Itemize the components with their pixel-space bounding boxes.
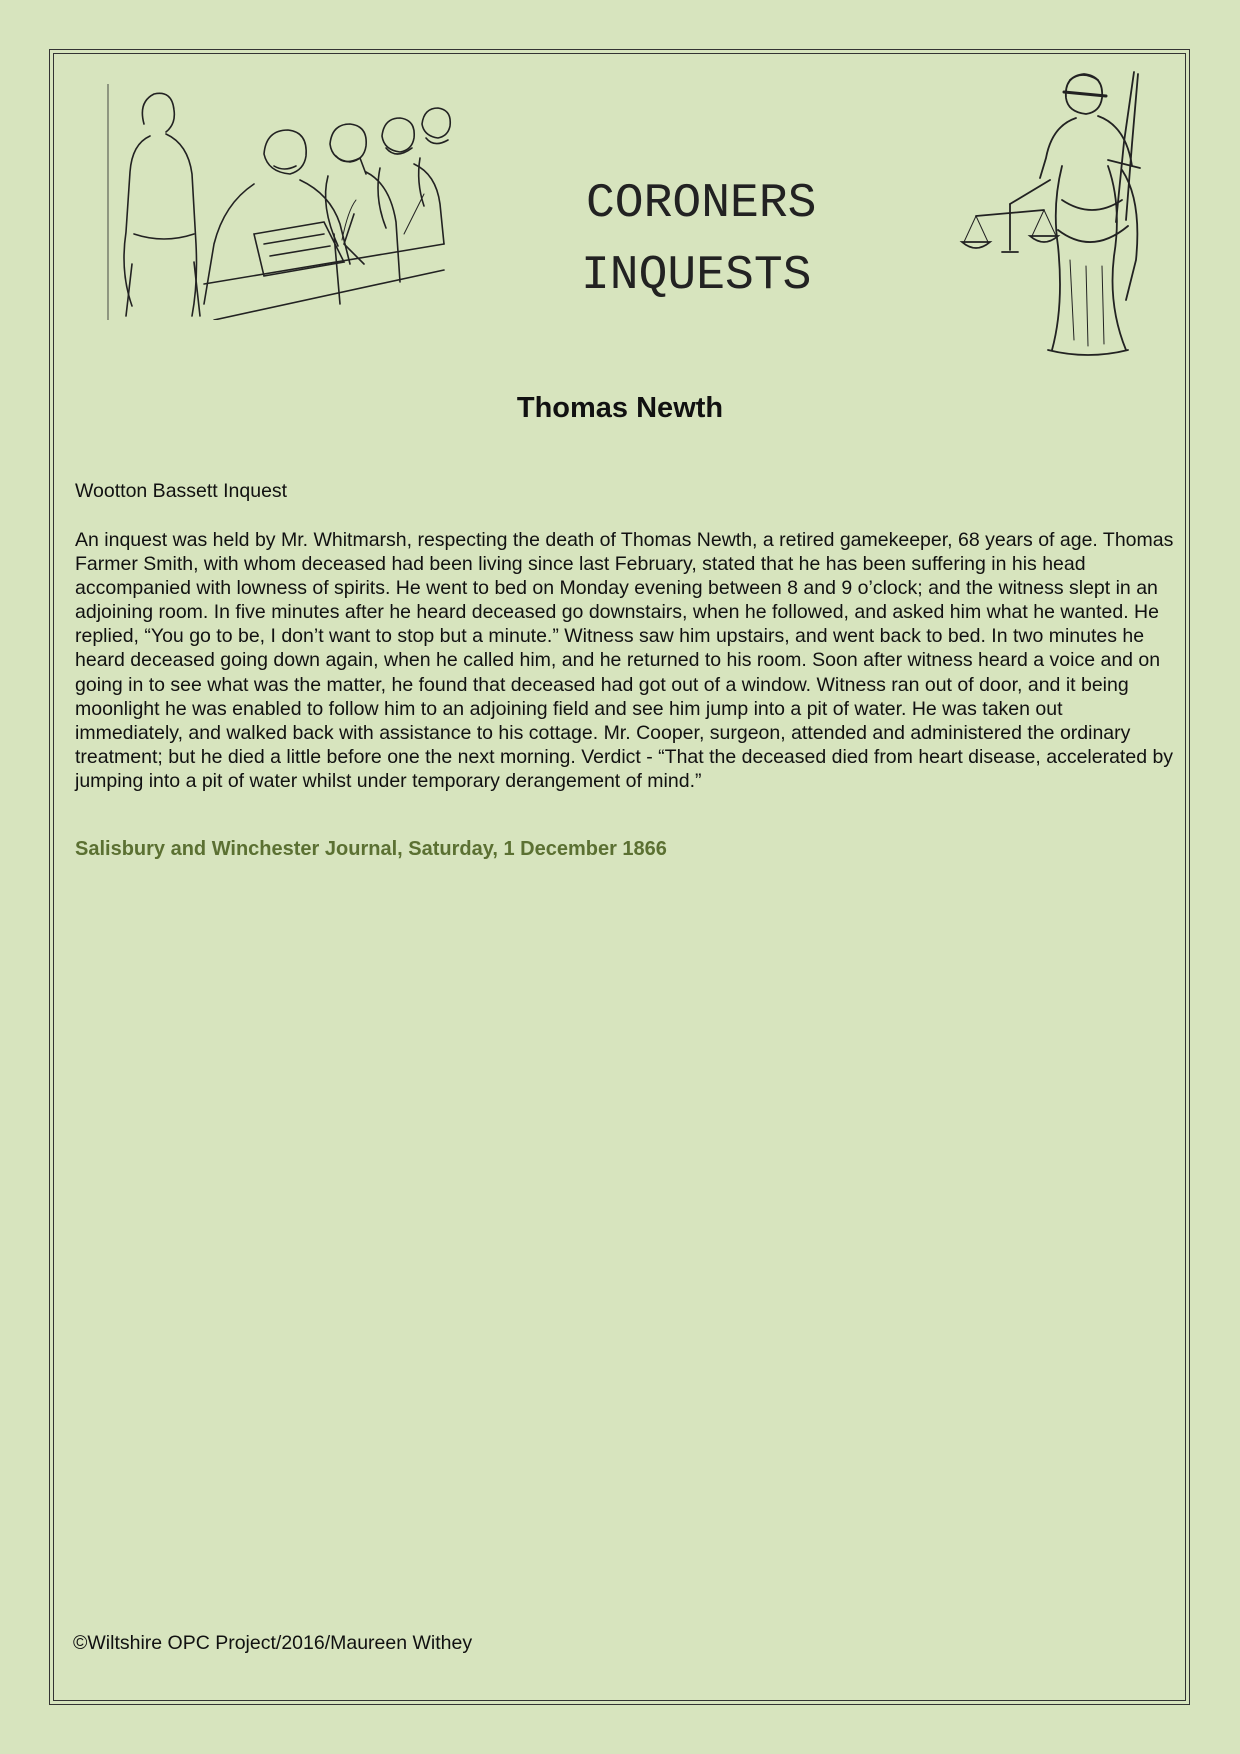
- document-body: An inquest was held by Mr. Whitmarsh, respecting the death of Thomas Newth, a retired gamekeeper, 68 years of age. Thomas Farmer Smith, with whom deceased had been living since last February, stated that he has been suffering in his head accompanied with lowness of spirits. He went to bed on Monday evening between 8 and 9 o’clock; and the witness slept in an adjoining room. In five minutes after he heard deceased go downstairs, when he followed, and asked him what he wanted. He replied, “You go to be, I don’t want to stop but a minute.” Witness saw him upstairs, and went back to bed. In two minutes he heard deceased going down again, when he called him, and he returned to his room. Soon after witness heard a voice and on going in to see what was the matter, he found that deceased had got out of a window. Witness ran out of door, and it being moonlight he was enabled to follow him to an adjoining field and see him jump into a pit of water. He was taken out immediately, and walked back with assistance to his cottage. Mr. Cooper, surgeon, attended and administered the ordinary treatment; but he died a little before one the next morning. Verdict - “That the deceased died from heart disease, accelerated by jumping into a pit of water whilst under temporary derangement of mind.”: [75, 529, 1174, 792]
- source-citation: Salisbury and Winchester Journal, Saturday, 1 December 1866: [75, 838, 667, 860]
- copyright-notice: ©Wiltshire OPC Project/2016/Maureen Withey: [73, 1632, 473, 1654]
- document-title: Thomas Newth: [516, 392, 724, 424]
- header-title-line2: INQUESTS: [581, 249, 812, 303]
- document-subheading: Wootton Bassett Inquest: [75, 480, 288, 502]
- header-title-line1: CORONERS: [586, 177, 817, 231]
- page-header-title: [540, 168, 890, 312]
- lady-justice-illustration: [958, 70, 1158, 362]
- inquest-scene-illustration: [104, 84, 454, 320]
